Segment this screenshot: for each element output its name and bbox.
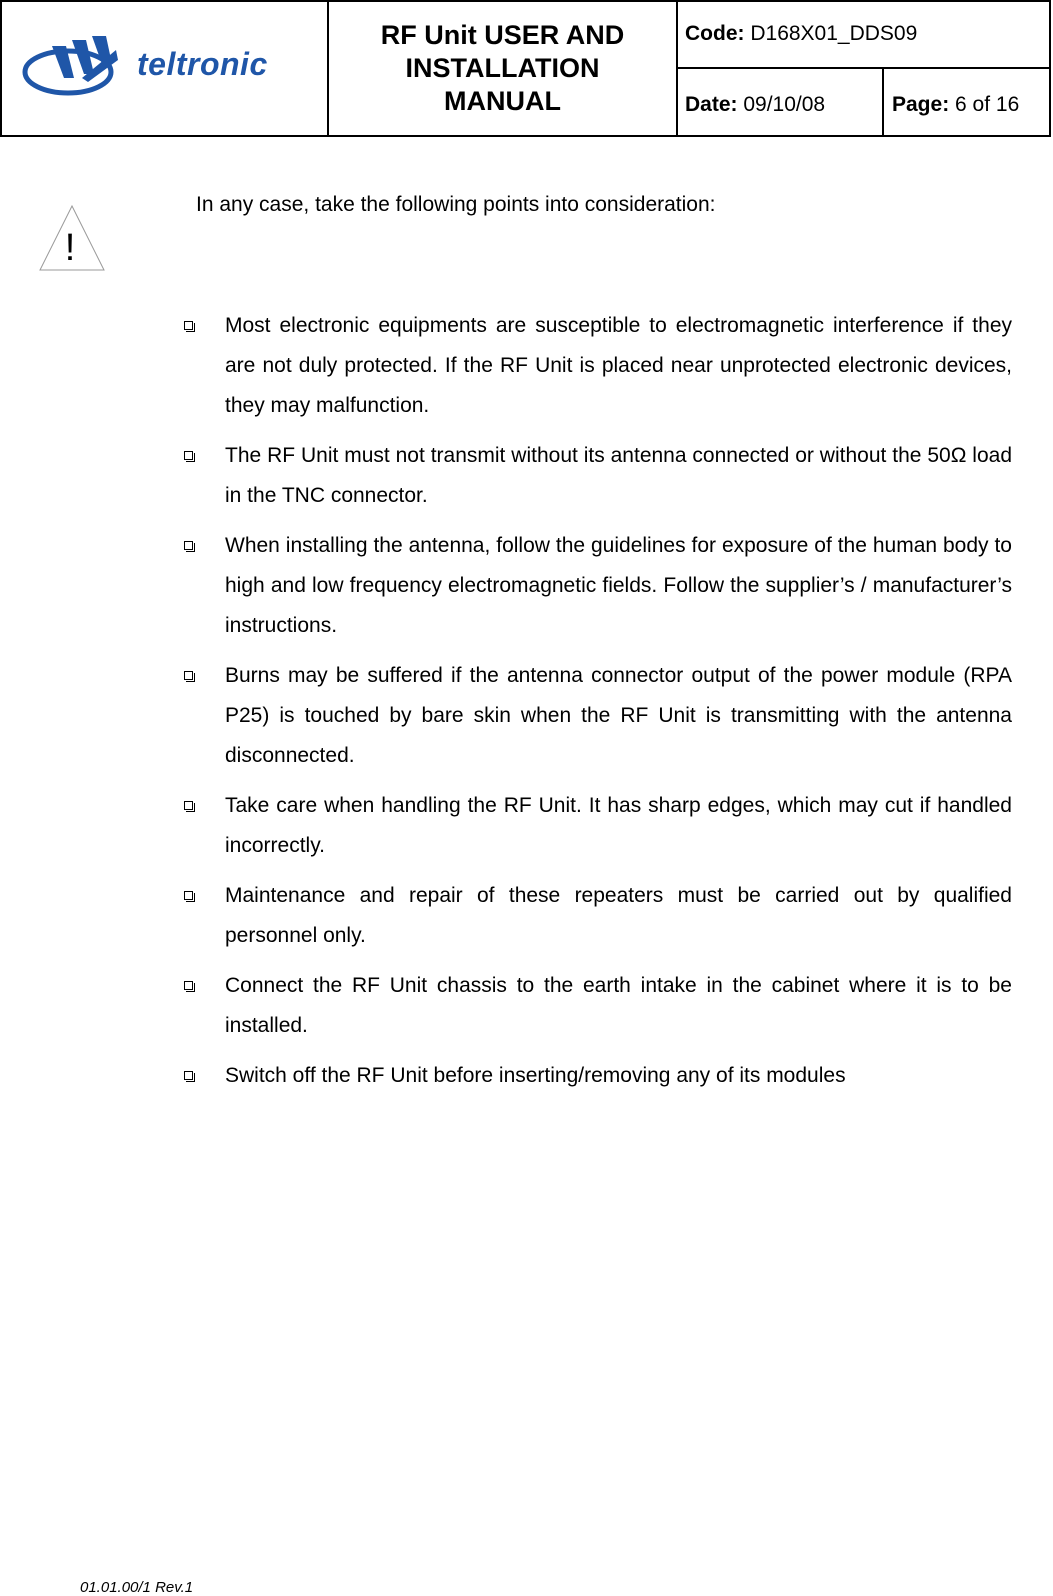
code-value: D168X01_DDS09 — [750, 22, 918, 45]
checkbox-bullet-icon — [184, 671, 193, 680]
list-item-text: When installing the antenna, follow the guidelines for exposure of the human body to high and low frequency electromagnetic fields. Follow the supplier’s / manufacturer’s instructions. — [225, 534, 1012, 637]
checkbox-bullet-icon — [184, 451, 193, 460]
list-item-text: Maintenance and repair of these repeaters must be carried out by qualified personnel only. — [225, 884, 1012, 947]
list-item — [179, 876, 1012, 956]
document-title: RF Unit USER AND INSTALLATION MANUAL — [380, 20, 625, 116]
list-item-text: Burns may be suffered if the antenna connector output of the power module (RPA P25) is touched by bare skin when the RF Unit is transmitting with the antenna disconnected. — [225, 664, 1012, 767]
list-item — [179, 786, 1012, 866]
brand-name: teltronic — [137, 46, 268, 82]
list-item-text: Most electronic equipments are susceptible to electromagnetic interference if they are not duly protected. If the RF Unit is placed near unprotected electronic devices, they may malfunction. — [225, 314, 1012, 417]
page-cell — [884, 69, 1049, 135]
warning-symbol: ! — [64, 227, 76, 269]
checkbox-bullet-icon — [184, 981, 193, 990]
page-label: Page: — [892, 93, 950, 116]
list-item-text: Connect the RF Unit chassis to the earth intake in the cabinet where it is to be installed. — [225, 974, 1012, 1037]
checkbox-bullet-icon — [184, 801, 193, 810]
list-item — [179, 306, 1012, 426]
list-item-text: Switch off the RF Unit before inserting/removing any of its modules — [225, 1064, 846, 1087]
code-label: Code: — [685, 22, 745, 45]
list-item-text: Take care when handling the RF Unit. It has sharp edges, which may cut if handled incorrectly. — [225, 794, 1012, 857]
safety-points-list — [179, 306, 1012, 1106]
date-value: 09/10/08 — [743, 93, 826, 116]
date-label: Date: — [685, 93, 738, 116]
document-header — [0, 0, 1051, 137]
code-cell — [678, 2, 1049, 69]
footer-revision: 01.01.00/1 Rev.1 — [80, 1579, 194, 1596]
logo-cell — [2, 2, 329, 135]
list-item-text: The RF Unit must not transmit without its antenna connected or without the 50Ω load in the TNC connector. — [225, 444, 1012, 507]
checkbox-bullet-icon — [184, 321, 193, 330]
date-cell — [678, 69, 884, 135]
document-title-cell — [329, 2, 678, 135]
checkbox-bullet-icon — [184, 541, 193, 550]
page-value: 6 of 16 — [955, 93, 1020, 116]
list-item — [179, 526, 1012, 646]
teltronic-logo-icon — [22, 36, 134, 96]
checkbox-bullet-icon — [184, 891, 193, 900]
list-item — [179, 1056, 1012, 1096]
list-item — [179, 656, 1012, 776]
warning-triangle-icon — [38, 204, 106, 272]
checkbox-bullet-icon — [184, 1071, 193, 1080]
list-item — [179, 966, 1012, 1046]
list-item — [179, 436, 1012, 516]
warning-intro: In any case, take the following points into consideration: — [196, 193, 716, 216]
